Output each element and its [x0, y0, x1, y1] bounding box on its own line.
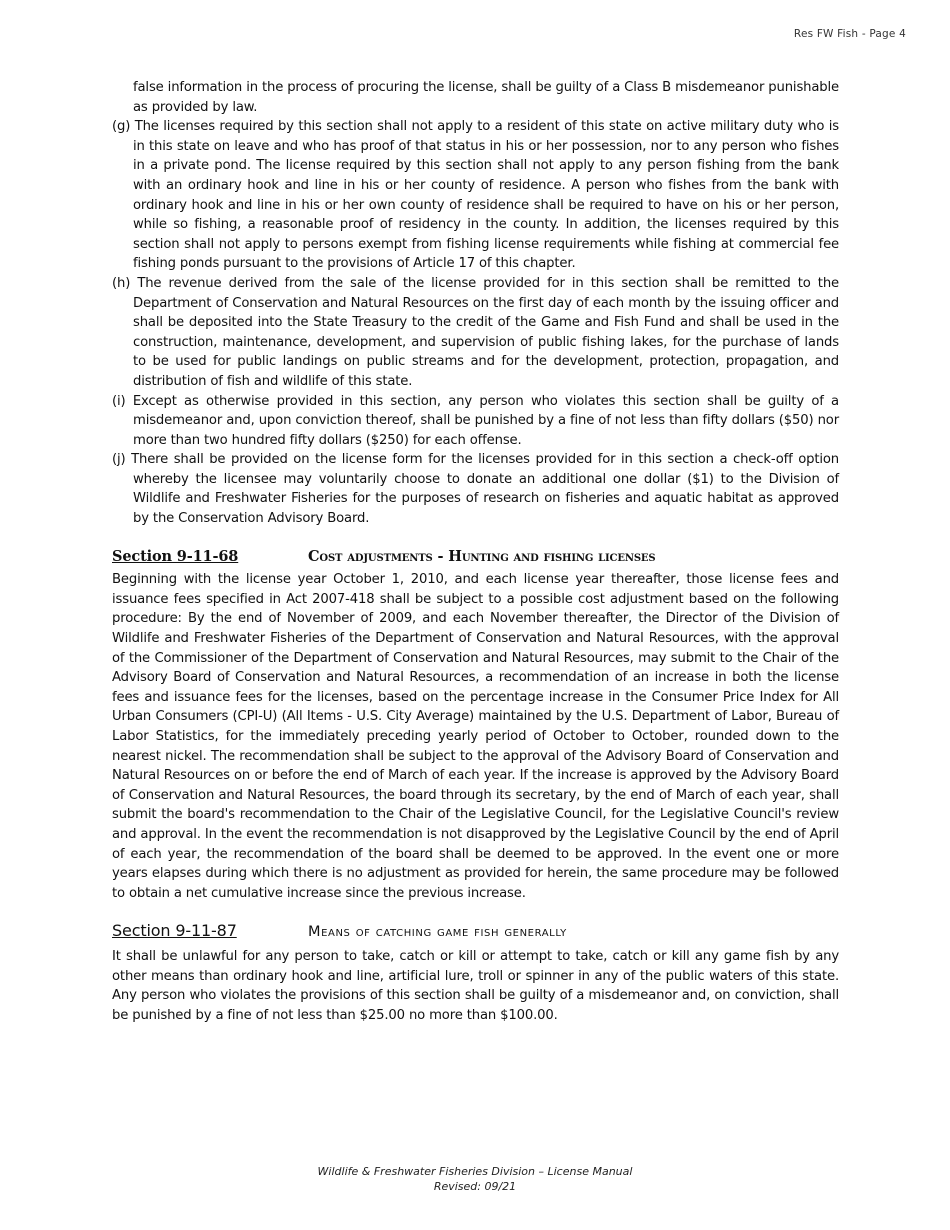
section-9-11-87-heading: [112, 921, 839, 943]
paragraph-f-continued: false information in the process of procuring the license, shall be guilty of a Class B misdemeanor punishable as provided by law.: [133, 80, 839, 115]
footer-revised-date: Revised: 09/21: [433, 1180, 517, 1193]
paragraph-h: (h) The revenue derived from the sale of the license provided for in this section shall be remitted to the Department of Conservation and Natural Resources on the first day of each month by the issuing officer and shall be deposited into the State Treasury to the credit of the Game and Fish Fund and shall be used in the construction, maintenance, development, and supervision of public fishing lakes, for the purchase of lands to be used for public landings on public streams and for the development, protection, propagation, and distribution of fish and wildlife of this state.: [112, 275, 839, 389]
page-header: Res FW Fish - Page 4: [793, 28, 906, 40]
paragraph-g: (g) The licenses required by this section shall not apply to a resident of this state on active military duty who is in this state on leave and who has proof of that status in his or her possession, nor to any person who fishes in a private pond. The license required by this section shall not apply to any person fishing from the bank with an ordinary hook and line in his or her county of residence. A person who fishes from the bank with ordinary hook and line in his or her own county of residence shall be required to have on his or her person, while so fishing, a reasonable proof of residency in the county. In addition, the licenses required by this section shall not apply to persons exempt from fishing license requirements while fishing at commercial fee fishing ponds pursuant to the provisions of Article 17 of this chapter.: [112, 119, 839, 272]
paragraph-j: (j) There shall be provided on the license form for the licenses provided for in this section a check-off option whereby the licensee may voluntarily choose to donate an additional one dollar ($1) to the Division of Wildlife and Freshwater Fisheries for the purposes of research on fisheries and aquatic habitat as approved by the Conservation Advisory Board.: [112, 452, 839, 527]
section-9-11-87-body: It shall be unlawful for any person to take, catch or kill or attempt to take, catch or kill any game fish by any other means than ordinary hook and line, artificial lure, troll or spinner in any of the public waters of this state. Any person who violates the provisions of this section shall be guilty of a misdemeanor and, on conviction, shall be punished by a fine of not less than $25.00 no more than $100.00.: [112, 948, 839, 1023]
section-9-11-68-body: Beginning with the license year October 1, 2010, and each license year thereafter, those license fees and issuance fees specified in Act 2007-418 shall be subject to a possible cost adjustment based on the following procedure: By the end of November of 2009, and each November thereafter, the Director of the Division of Wildlife and Freshwater Fisheries of the Department of Conservation and Natural Resources, with the approval of the Commissioner of the Department of Conservation and Natural Resources, may submit to the Chair of the Advisory Board of Conservation and Natural Resources, a recommendation of an increase in both the license fees and issuance fees for the licenses, based on the percentage increase in the Consumer Price Index for All Urban Consumers (CPI-U) (All Items - U.S. City Average) maintained by the U.S. Department of Labor, Bureau of Labor Statistics, for the immediately preceding yearly period of October to October, rounded down to the nearest nickel. The recommendation shall be subject to the approval of the Advisory Board of Conservation and Natural Resources on or before the end of March of each year. If the increase is approved by the Advisory Board of Conservation and Natural Resources, the board through its secretary, by the end of March of each year, shall submit the board's recommendation to the Chair of the Legislative Council, for the Legislative Council's review and approval. In the event the recommendation is not disapproved by the Legislative Council by the end of April of each year, the recommendation of the board shall be deemed to be approved. In the event one or more years elapses during which there is no adjustment as provided for herein, the same procedure may be followed to obtain a net cumulative increase since the previous increase.: [112, 572, 839, 901]
section-9-11-68-heading: [112, 547, 839, 567]
section-number: Section 9-11-68: [112, 547, 239, 565]
section-number: Section 9-11-87: [112, 921, 237, 941]
section-title: Cost adjustments - Hunting and fishing licenses: [308, 547, 656, 565]
page-footer: [0, 1164, 950, 1194]
document-body: [112, 78, 839, 1025]
paragraph-i: (i) Except as otherwise provided in this section, any person who violates this section shall be guilty of a misdemeanor and, upon conviction thereof, shall be punished by a fine of not less than fifty dollars ($50) nor more than two hundred fifty dollars ($250) for each offense.: [112, 393, 839, 448]
footer-manual-title: Wildlife & Freshwater Fisheries Division – License Manual: [317, 1165, 633, 1178]
section-title: Means of catching game fish generally: [308, 924, 567, 941]
